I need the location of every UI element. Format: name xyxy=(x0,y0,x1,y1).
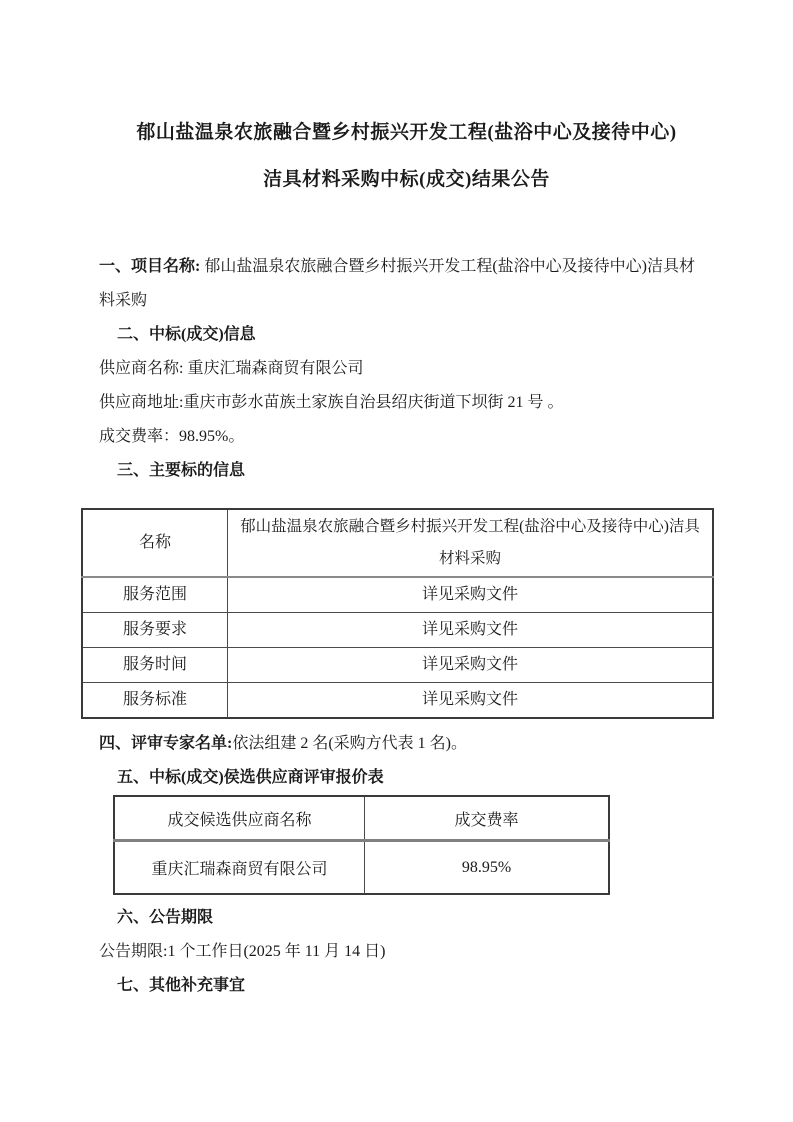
table-cell-label: 名称 xyxy=(82,509,228,577)
document-content xyxy=(99,120,714,1003)
deal-rate-value: 98.95%。 xyxy=(179,428,245,445)
supplier-address-value: 重庆市彭水苗族土家族自治县绍庆街道下坝街 21 号 。 xyxy=(183,394,564,411)
supplier-name-value: 重庆汇瑞森商贸有限公司 xyxy=(187,360,364,377)
section-1-project-name xyxy=(99,250,703,318)
table-header-supplier: 成交候选供应商名称 xyxy=(114,796,365,841)
table-cell-value: 详见采购文件 xyxy=(228,613,714,648)
project-name-value: 郁山盐温泉农旅融合暨乡村振兴开发工程(盐浴中心及接待中心)洁具材料采购 xyxy=(99,258,696,309)
table-cell-rate: 98.95% xyxy=(365,841,610,895)
section-6-heading: 六、公告期限 xyxy=(117,909,214,926)
table-cell-supplier: 重庆汇瑞森商贸有限公司 xyxy=(114,841,365,895)
experts-label: 四、评审专家名单: xyxy=(99,735,233,752)
table-row xyxy=(82,648,713,683)
supplier-address-line xyxy=(99,386,714,420)
supplier-name-line xyxy=(99,352,714,386)
section-2-heading: 二、中标(成交)信息 xyxy=(117,326,256,343)
project-name-label: 一、项目名称: xyxy=(99,258,205,275)
table-row xyxy=(82,577,713,613)
table-header-rate: 成交费率 xyxy=(365,796,610,841)
table-cell-label: 服务范围 xyxy=(82,577,228,613)
page-title-line-1: 郁山盐温泉农旅融合暨乡村振兴开发工程(盐浴中心及接待中心) xyxy=(136,122,677,143)
table-cell-label: 服务标准 xyxy=(82,683,228,719)
table-cell-label: 服务要求 xyxy=(82,613,228,648)
table-cell-value: 详见采购文件 xyxy=(228,683,714,719)
table-cell-label: 服务时间 xyxy=(82,648,228,683)
table-cell-value: 郁山盐温泉农旅融合暨乡村振兴开发工程(盐浴中心及接待中心)洁具材料采购 xyxy=(228,509,714,577)
table-row xyxy=(82,509,713,577)
supplier-address-label: 供应商地址: xyxy=(99,394,184,411)
table-row xyxy=(82,613,713,648)
table-header-row xyxy=(114,796,609,841)
main-subject-info-table xyxy=(81,508,714,719)
deal-rate-label: 成交费率： xyxy=(99,428,180,445)
table-row xyxy=(82,683,713,719)
section-3-heading: 三、主要标的信息 xyxy=(117,462,246,479)
table-row xyxy=(114,841,609,895)
section-4-experts-line xyxy=(99,727,714,761)
notice-period-line: 公告期限:1 个工作日(2025 年 11 月 14 日) xyxy=(99,943,386,960)
candidate-supplier-quote-table xyxy=(113,795,610,895)
table-cell-value: 详见采购文件 xyxy=(228,577,714,613)
experts-value: 依法组建 2 名(采购方代表 1 名)。 xyxy=(232,735,468,752)
page-title-line-2: 洁具材料采购中标(成交)结果公告 xyxy=(263,169,550,190)
deal-rate-line xyxy=(99,420,714,454)
section-5-heading: 五、中标(成交)侯选供应商评审报价表 xyxy=(117,769,384,786)
supplier-name-label: 供应商名称: xyxy=(99,360,188,377)
table-cell-value: 详见采购文件 xyxy=(228,648,714,683)
section-7-heading: 七、其他补充事宜 xyxy=(117,977,246,994)
